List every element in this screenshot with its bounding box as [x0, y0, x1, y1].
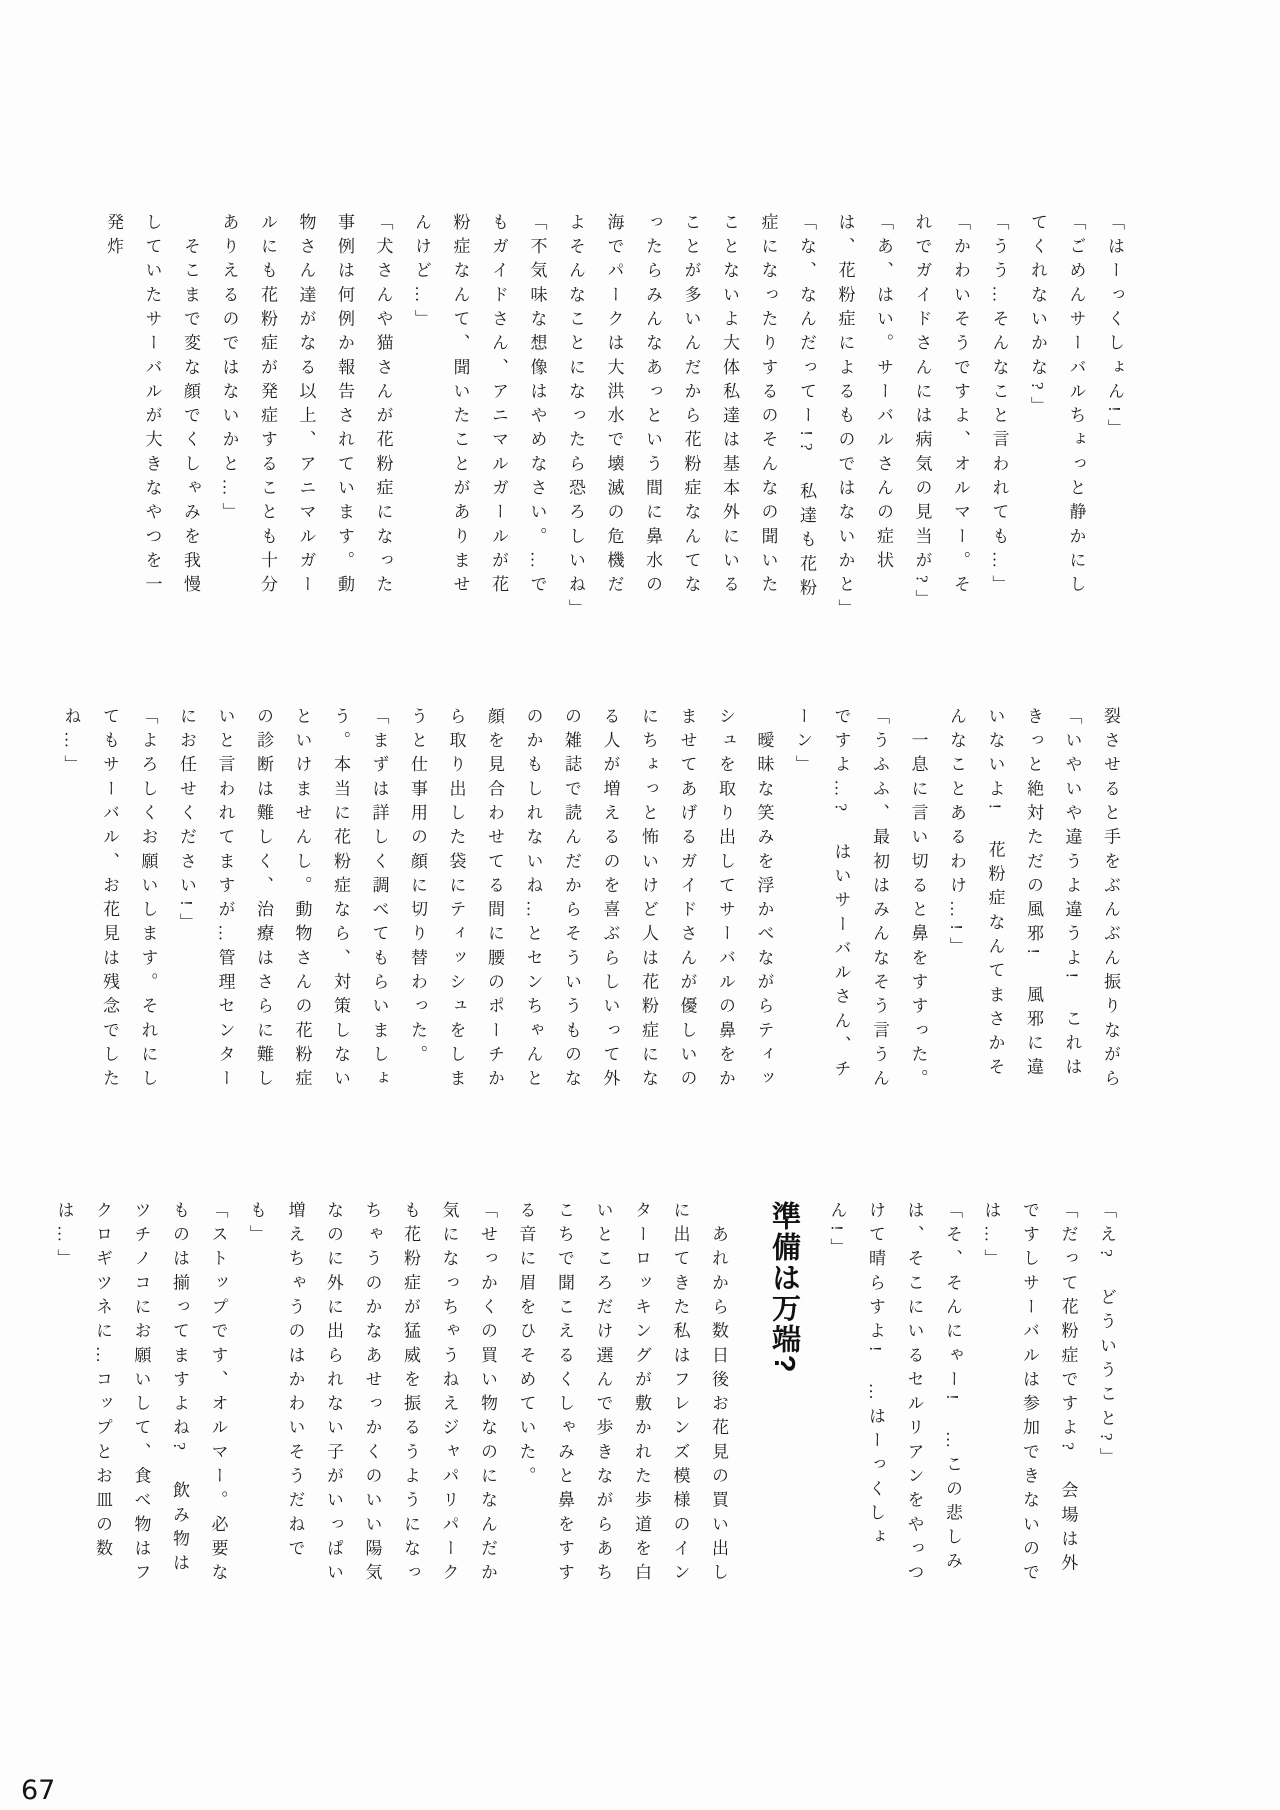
paragraph: 「せっかくの買い物なのになんだか気になっちゃうねえジャパリパークも花粉症が猛威を振るうようになっちゃうのかなあせっかくのいい陽気なのに外に出られない子がいっぱい増えちゃうのはかわいそうだねでも」 [247, 1201, 497, 1588]
paragraph: あれから数日後お花見の買い出しに出てきた私はフレンズ模様のインターロッキングが敷かれた歩道を白いところだけ選んで歩きながらあちこちで聞こえるくしゃみと鼻をすする音に眉をひそめていた。 [516, 1201, 728, 1588]
page-number: 67 [21, 1775, 56, 1806]
paragraph: 「いやいや違うよ違うよ! これはきっと絶対ただの風邪! 風邪に違いないよ! 花粉症なんてまさかそんなことあるわけ…!」 [947, 707, 1082, 1082]
paragraph: 曖昧な笑みを浮かべながらティッシュを取り出してサーバルの鼻をかませてあげるガイドさんが優しいのにちょっと怖いけど人は花粉症になる人が増えるのを喜ぶらしいって外の雑誌で読んだからそういうものなのかもしれないね…とセンちゃんと顔を見合わせてる間に腰のポーチから取り出した袋にティッシュをしまうと仕事用の顔に切り替わった。 [408, 707, 774, 1094]
section-heading: 準備は万端? [768, 1201, 800, 1375]
paragraph: そこまで変な顔でくしゃみを我慢していたサーバルが大きなやつを一発炸 [104, 213, 200, 600]
paragraph: 「だって花粉症ですよ? 会場は外ですしサーバルは参加できないのでは…」 [981, 1201, 1078, 1588]
paragraph: 「うふふ、最初はみんなそう言うんですよ…? はいサーバルさん、チーン」 [793, 707, 889, 1094]
paragraph: 一息に言い切ると鼻をすすった。 [908, 707, 928, 1094]
text-band-bottom [44, 1201, 1125, 1595]
text-band-top [94, 213, 1134, 624]
paragraph: 「まずは詳しく調べてもらいましょう。本当に花粉症なら、対策しないといけませんし。動物さんの花粉症の診断は難しく、治療はさらに難しいと言われてますが…管理センターにお任せください!」 [177, 707, 389, 1094]
text-band-middle [51, 707, 1129, 1101]
paragraph: 「な、なんだってー!? 私達も花粉症になったりするのそんなの聞いたことないよ大体私達は基本外にいることが多いんだから花粉症なんてなったらみんなあっという間に鼻水の海でパークは大洪水で壊滅の危機だよそんなことになったら恐ろしいね」 [566, 213, 816, 624]
paragraph: 「犬さんや猫さんが花粉症になった事例は何例か報告されています。動物さん達がなる以上、アニマルガールにも花粉症が発症することも十分ありえるのではないかと…」 [219, 213, 393, 600]
paragraph: 「そ、そんにゃー! …この悲しみは、そこにいるセルリアンをやっつけて晴らすよ! …はーっくしょん!」 [827, 1201, 962, 1588]
paragraph: 「ごめんサーバルちょっと静かにしてくれないかな?」 [1028, 213, 1086, 600]
paragraph: 「え? どういうこと?」 [1097, 1201, 1116, 1472]
paragraph: 「うう…そんなこと言われても…」 [989, 213, 1009, 600]
paragraph: 「あ、はい。サーバルさんの症状は、花粉症によるものではないかと」 [835, 213, 893, 624]
paragraph: 「よろしくお願いします。それにしてもサーバル、お花見は残念でしたね…」 [61, 707, 158, 1094]
paragraph: 裂させると手をぶんぶん振りながら [1101, 707, 1120, 1094]
paragraph: 「かわいそうですよ、オルマー。それでガイドさんには病気の見当が?」 [912, 213, 970, 614]
paragraph: 「不気味な想像はやめなさい。…でもガイドさん、アニマルガールが花粉症なんて、聞いたことがありませんけど…」 [412, 213, 547, 600]
paragraph: 「はーっくしょん!」 [1105, 213, 1124, 444]
paragraph: 「ストップです、オルマー。必要なものは揃ってますよね? 飲み物はツチノコにお願いして、食べ物はフクロギツネに…コップとお皿の数は…」 [54, 1201, 228, 1588]
